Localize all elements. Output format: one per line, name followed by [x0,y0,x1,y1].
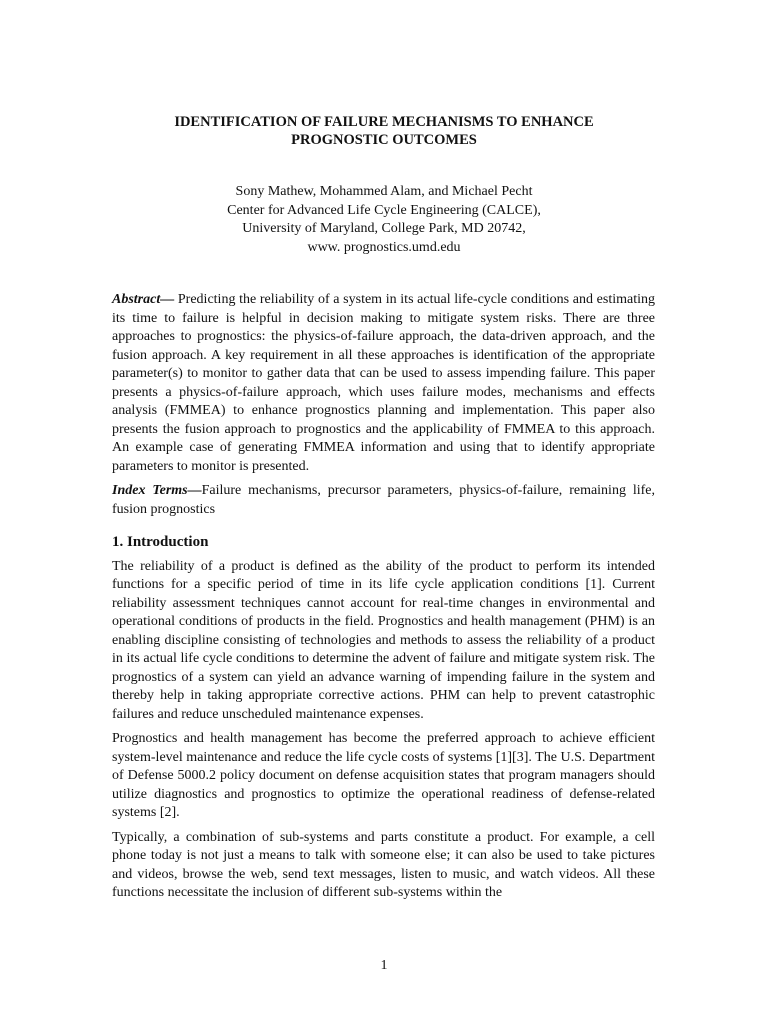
paper-title [0,113,768,149]
author-affiliation: Center for Advanced Life Cycle Engineering (CALCE), [227,202,541,218]
abstract-paragraph [112,291,655,476]
page-number: 1 [380,958,388,973]
abstract-text: Predicting the reliability of a system in its actual life-cycle conditions and estimating its time to failure is helpful in decision making to mitigate system risks. There are three approaches to prognostics: the physics-of-failure approach, the data-driven approach, and the fusion approach. A key requirement in all these approaches is identification of the appropriate parameter(s) to monitor to gather data that can be used to assess impending failure. This paper presents a physics-of-failure approach, which uses failure modes, mechanisms and effects analysis (FMMEA) to enhance prognostics planning and implementation. This paper also presents the fusion approach to prognostics and the applicability of FMMEA to this approach. An example case of generating FMMEA information and using that to identify appropriate parameters to monitor is presented. [112,292,655,474]
author-address: University of Maryland, College Park, MD 20742, [242,221,526,236]
index-terms-label: Index Terms— [112,483,202,498]
introduction-paragraph-2: Prognostics and health management has become the preferred approach to achieve efficient system-level maintenance and reduce the life cycle costs of systems [1][3]. The U.S. Department of Defense 5000.2 policy document on defense acquisition states that program managers should utilize diagnostics and prognostics to optimize the operational readiness of defense-related systems [2]. [112,731,655,820]
author-names: Sony Mathew, Mohammed Alam, and Michael Pecht [235,184,533,199]
abstract-label: Abstract— [112,292,175,307]
index-terms-text: Failure mechanisms, precursor parameters, physics-of-failure, remaining life, fusion prognostics [112,483,655,517]
section-heading-introduction: 1. Introduction [112,534,209,550]
index-terms-paragraph [112,482,655,519]
author-website: www. prognostics.umd.edu [307,239,461,255]
title-line-1: IDENTIFICATION OF FAILURE MECHANISMS TO ENHANCE [174,114,594,130]
author-block [0,183,768,257]
title-line-2: PROGNOSTIC OUTCOMES [291,132,477,148]
paper-body [112,291,655,909]
introduction-paragraph-1: The reliability of a product is defined as the ability of the product to perform its intended functions for a specific period of time in its life cycle application conditions [1]. Current reliability assessment techniques cannot account for real-time changes in environmental and operational conditions of products in the field. Prognostics and health management (PHM) is an enabling discipline consisting of technologies and methods to assess the reliability of a product in its actual life cycle conditions to determine the advent of failure and mitigate system risk. The prognostics of a system can yield an advance warning of impending failure in the system and thereby help in taking appropriate corrective actions. PHM can help to prevent catastrophic failures and reduce unscheduled maintenance expenses. [112,558,655,722]
introduction-paragraph-3: Typically, a combination of sub-systems and parts constitute a product. For example, a cell phone today is not just a means to talk with someone else; it can also be used to take pictures and videos, browse the web, send text messages, listen to music, and watch videos. All these functions necessitate the inclusion of different sub-systems within the [112,829,655,900]
